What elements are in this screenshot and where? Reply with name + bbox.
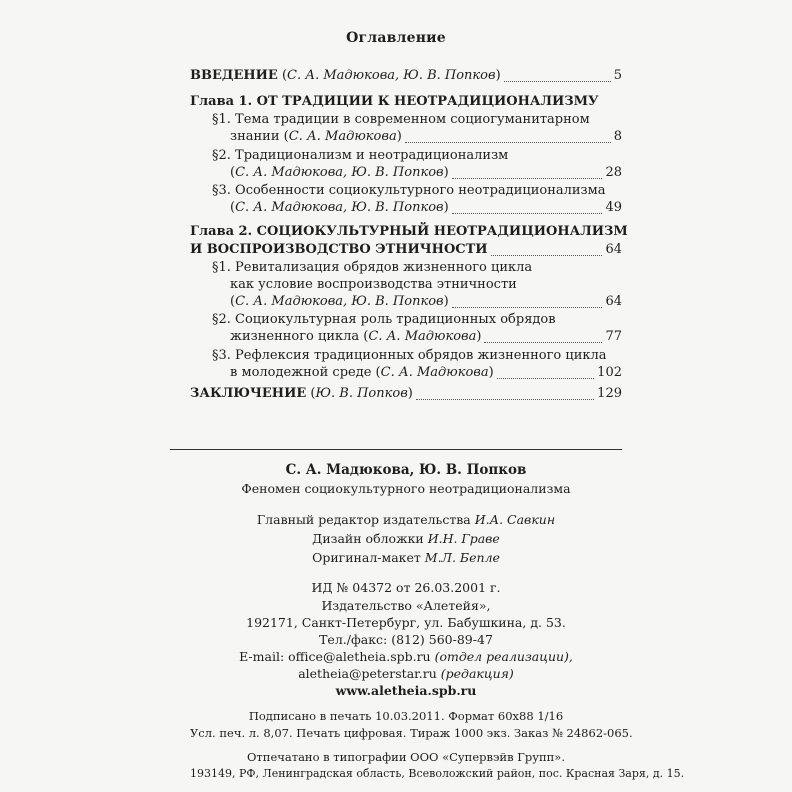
toc-ch1-s1-line2[interactable]: знании (С. А. Мадюкова) 8: [230, 129, 622, 144]
conclusion-page: 129: [597, 386, 622, 401]
toc-chapter1-title[interactable]: Глава 1. ОТ ТРАДИЦИИ К НЕОТРАДИЦИОНАЛИЗМУ: [190, 94, 599, 109]
imprint-editor: Главный редактор издательства И.А. Савкин: [256, 512, 556, 527]
leader-dots: [484, 341, 602, 343]
imprint-printer-address: 193149, РФ, Ленинградская область, Всеволожский район, пос. Красная Заря, д. 15.: [190, 767, 685, 780]
toc-ch2-s2-line1: §2. Социокультурная роль традиционных обрядов: [212, 312, 556, 327]
imprint-book-title: Феномен социокультурного неотрадиционализма: [241, 481, 571, 496]
toc-chapter2-title-line2[interactable]: И ВОСПРОИЗВОДСТВО ЭТНИЧНОСТИ 64: [190, 242, 622, 257]
ch2-s2-page: 77: [605, 329, 622, 344]
ch2-s1-page: 64: [605, 294, 622, 309]
toc-ch2-s2-line2[interactable]: жизненного цикла (С. А. Мадюкова) 77: [230, 329, 622, 344]
imprint-website-link[interactable]: www.aletheia.spb.ru: [335, 683, 477, 698]
leader-dots: [504, 80, 611, 82]
imprint-printed-at: Отпечатано в типографии ООО «Супервэйв Групп».: [246, 750, 565, 764]
toc-entry-intro[interactable]: ВВЕДЕНИЕ (С. А. Мадюкова, Ю. В. Попков) 5: [190, 68, 622, 83]
toc-ch2-s1-line3[interactable]: (С. А. Мадюкова, Ю. В. Попков) 64: [230, 294, 622, 309]
toc-ch1-s2-line1: §2. Традиционализм и неотрадиционализм: [212, 148, 509, 163]
leader-dots: [452, 212, 603, 214]
toc-entry-conclusion[interactable]: ЗАКЛЮЧЕНИЕ (Ю. В. Попков) 129: [190, 386, 622, 401]
ch2-page: 64: [605, 242, 622, 257]
toc-title: Оглавление: [346, 30, 446, 46]
ch1-s1-page: 8: [613, 129, 622, 144]
leader-dots: [405, 141, 611, 143]
imprint-email2[interactable]: aletheia@peterstar.ru (редакция): [298, 666, 514, 681]
imprint-license: ИД № 04372 от 26.03.2001 г.: [311, 580, 501, 595]
leader-dots: [497, 377, 594, 379]
toc-ch2-s1-line1: §1. Ревитализация обрядов жизненного цикла: [212, 260, 533, 275]
toc-ch2-s3-line1: §3. Рефлексия традиционных обрядов жизненного цикла: [212, 348, 607, 363]
toc-ch2-s3-line2[interactable]: в молодежной среде (С. А. Мадюкова) 102: [230, 365, 622, 380]
imprint-address: 192171, Санкт-Петербург, ул. Бабушкина, д. 53.: [246, 615, 566, 630]
intro-label: ВВЕДЕНИЕ: [190, 68, 278, 83]
imprint-publisher: Издательство «Алетейя»,: [321, 598, 491, 613]
toc-ch2-s1-line2: как условие воспроизводства этничности: [230, 277, 517, 292]
toc-chapter2-title-line1[interactable]: Глава 2. СОЦИОКУЛЬТУРНЫЙ НЕОТРАДИЦИОНАЛИЗМ: [190, 224, 628, 239]
imprint-signed: Подписано в печать 10.03.2011. Формат 60x88 1/16: [248, 709, 564, 723]
leader-dots: [491, 254, 603, 256]
intro-authors: С. А. Мадюкова, Ю. В. Попков: [287, 68, 496, 83]
section-divider: [170, 449, 622, 450]
toc-ch1-s3-line2[interactable]: (С. А. Мадюкова, Ю. В. Попков) 49: [230, 200, 622, 215]
ch1-s3-page: 49: [605, 200, 622, 215]
imprint-cover-design: Дизайн обложки И.Н. Граве: [312, 531, 500, 546]
leader-dots: [452, 306, 603, 308]
ch2-s3-page: 102: [597, 365, 622, 380]
leader-dots: [416, 398, 594, 400]
toc-ch1-s1-line1: §1. Тема традиции в современном социогуманитарном: [212, 112, 590, 127]
toc-ch1-s2-line2[interactable]: (С. А. Мадюкова, Ю. В. Попков) 28: [230, 165, 622, 180]
imprint-authors: С. А. Мадюкова, Ю. В. Попков: [285, 462, 527, 478]
imprint-email1[interactable]: E-mail: office@aletheia.spb.ru (отдел реализации),: [239, 649, 573, 664]
imprint-layout: Оригинал-макет М.Л. Бепле: [312, 550, 500, 565]
intro-page: 5: [613, 68, 622, 83]
leader-dots: [452, 177, 603, 179]
imprint-phone: Тел./факс: (812) 560-89-47: [319, 632, 493, 647]
imprint-print-info: Усл. печ. л. 8,07. Печать цифровая. Тираж 1000 экз. Заказ № 24862-065.: [190, 726, 633, 740]
ch1-s2-page: 28: [605, 165, 622, 180]
toc-ch1-s3-line1: §3. Особенности социокультурного неотрадиционализма: [212, 183, 606, 198]
